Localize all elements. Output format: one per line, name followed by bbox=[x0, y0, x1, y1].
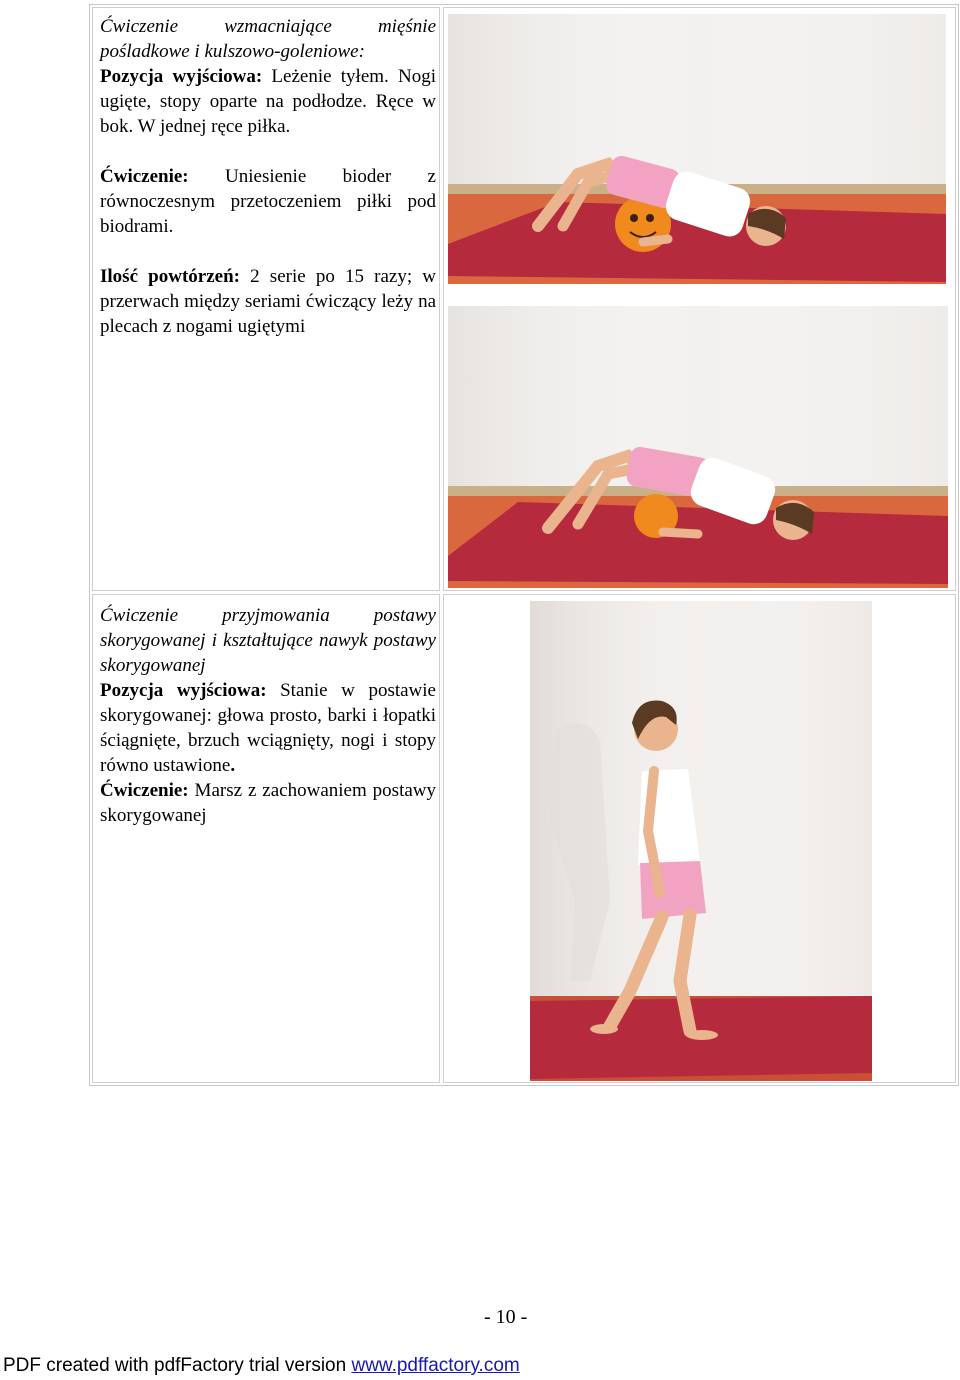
start-position-label: Pozycja wyjściowa: bbox=[100, 680, 267, 701]
repetitions-label: Ilość powtórzeń: bbox=[100, 266, 240, 287]
exercise-1-photo-cell bbox=[443, 7, 956, 591]
start-position-label: Pozycja wyjściowa: bbox=[100, 66, 263, 87]
exercise-table bbox=[89, 4, 959, 1086]
exercise-text: Marsz z zachowaniem postawy skorygowanej bbox=[100, 780, 436, 826]
exercise-label: Ćwiczenie: bbox=[100, 780, 189, 801]
exercise-2-photo-cell bbox=[443, 594, 956, 1083]
exercise-label: Ćwiczenie: bbox=[100, 166, 189, 187]
corrected-posture-walk-photo bbox=[530, 601, 872, 1081]
start-position-text: Leżenie tyłem. Nogi ugięte, stopy oparte na podłodze. Ręce w bok. W jednej ręce piłka. bbox=[100, 66, 436, 137]
exercise-1-movement bbox=[100, 164, 436, 239]
exercise-1-repetitions bbox=[100, 264, 436, 339]
exercise-2-description bbox=[100, 603, 436, 828]
repetitions-text: 2 serie po 15 razy; w przerwach między seriami ćwiczący leży na plecach z nogami ugiętymi bbox=[100, 266, 437, 337]
exercise-2-movement bbox=[100, 778, 436, 828]
exercise-1-start-position bbox=[100, 64, 436, 139]
exercise-text: Uniesienie bioder z równoczesnym przetoczeniem piłki pod biodrami. bbox=[100, 166, 436, 237]
exercise-1-description bbox=[100, 14, 436, 339]
exercise-1-text-cell bbox=[92, 7, 440, 591]
exercise-2-title: Ćwiczenie przyjmowania postawy skorygowanej i kształtujące nawyk postawy skorygowanej bbox=[100, 605, 436, 676]
footer-text: PDF created with pdfFactory trial version bbox=[3, 1355, 352, 1376]
exercise-2-text-cell bbox=[92, 594, 440, 1083]
bridge-start-photo bbox=[448, 14, 946, 284]
exercise-1-title: Ćwiczenie wzmacniające mięśnie pośladkowe i kulszowo-goleniowe: bbox=[100, 16, 436, 62]
pdf-footer bbox=[3, 1354, 520, 1378]
page-number: - 10 - bbox=[484, 1306, 528, 1328]
bridge-lifted-photo bbox=[448, 306, 948, 588]
footer-link[interactable]: www.pdffactory.com bbox=[351, 1355, 520, 1376]
exercise-2-start-position bbox=[100, 678, 436, 778]
start-position-text: Stanie w postawie skorygowanej: głowa prosto, barki i łopatki ściągnięte, brzuch wciągnięty, nogi i stopy równo ustawione bbox=[100, 680, 436, 776]
start-position-end: . bbox=[230, 755, 236, 776]
